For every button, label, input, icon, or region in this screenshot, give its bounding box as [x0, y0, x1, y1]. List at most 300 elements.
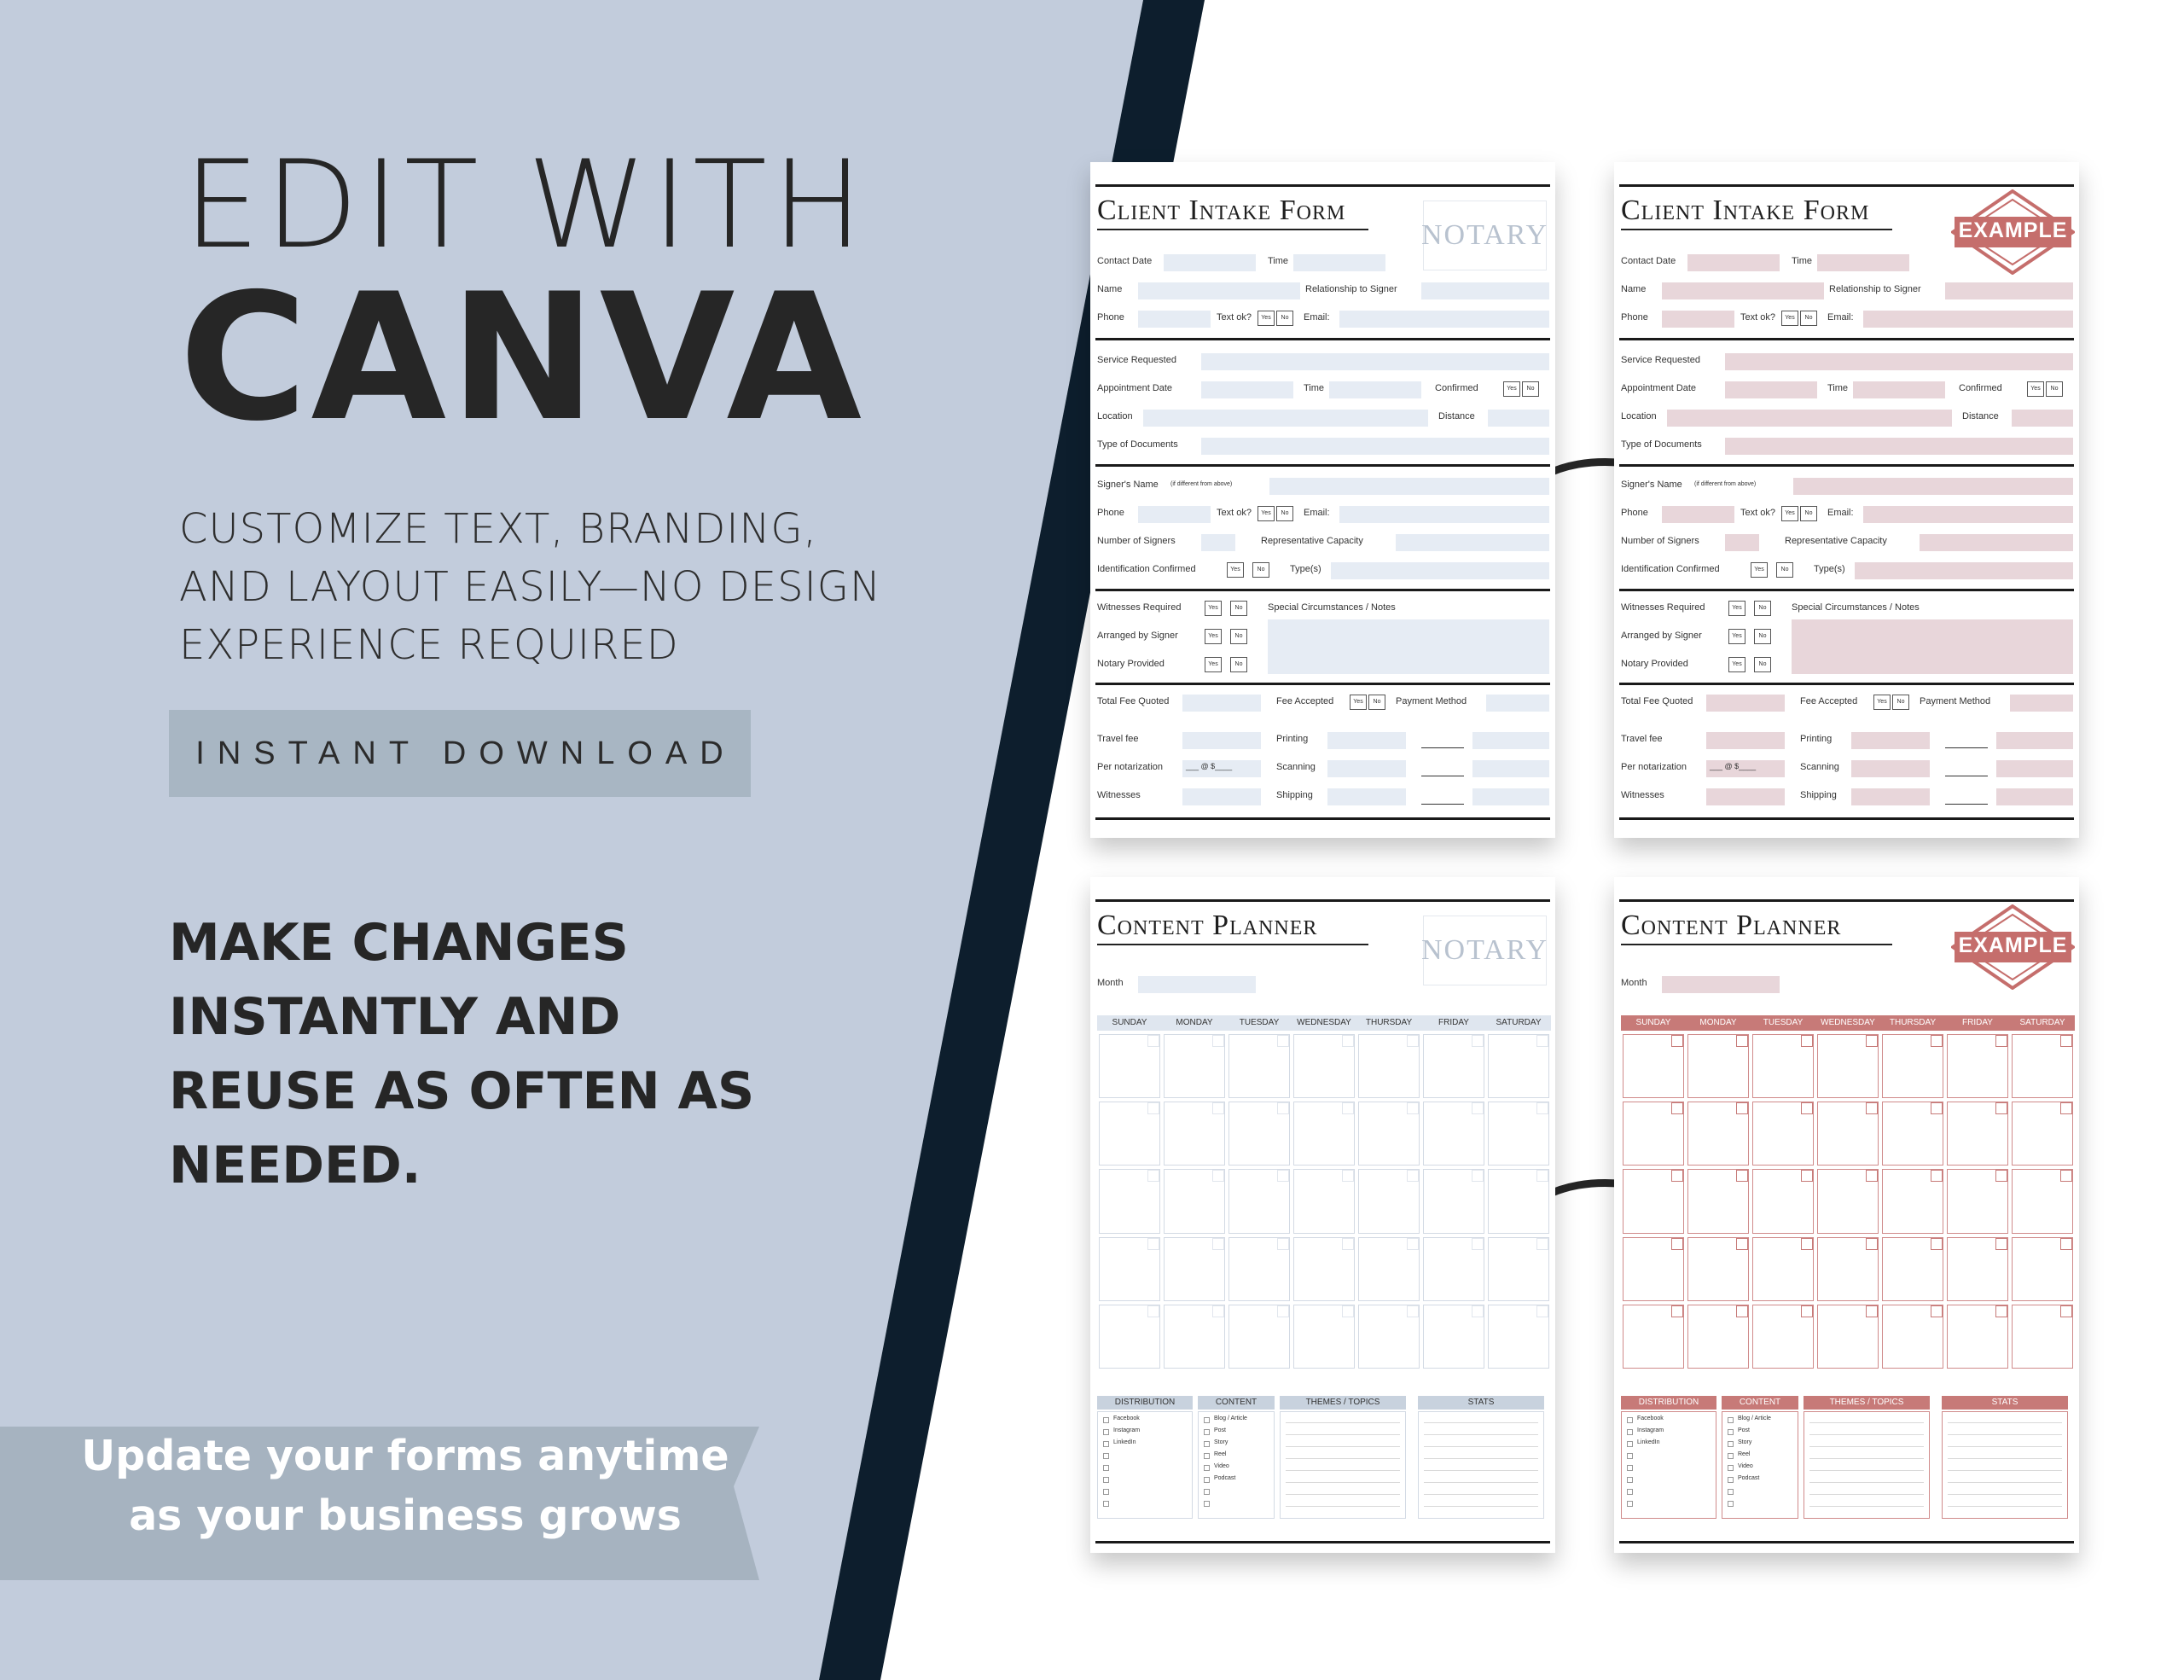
- no-checkbox[interactable]: No: [1252, 562, 1269, 578]
- extra-field[interactable]: [1472, 760, 1549, 777]
- travel-fee-field[interactable]: [1182, 732, 1261, 749]
- field-label: Distance: [1962, 411, 1999, 421]
- calendar-day-cell[interactable]: [1228, 1034, 1290, 1098]
- signers-count-field[interactable]: [1725, 534, 1759, 551]
- payment-method-field[interactable]: [2010, 695, 2073, 712]
- yes-checkbox[interactable]: Yes: [1728, 629, 1745, 644]
- blank-line: [1421, 747, 1464, 748]
- checkbox[interactable]: [1627, 1465, 1633, 1471]
- calendar-day-cell[interactable]: [1752, 1237, 1814, 1301]
- section-header: THEMES / TOPICS: [1804, 1396, 1930, 1410]
- calendar-day-cell[interactable]: [1164, 1305, 1225, 1369]
- calendar-day-cell[interactable]: [1228, 1169, 1290, 1233]
- checkbox[interactable]: [1728, 1441, 1734, 1447]
- field-label: Confirmed: [1959, 383, 2002, 393]
- form-row: [1614, 352, 2079, 370]
- signer-phone-field[interactable]: [1662, 506, 1734, 523]
- no-checkbox[interactable]: No: [1276, 506, 1293, 521]
- capacity-field[interactable]: [1396, 534, 1549, 551]
- ruled-line: [1424, 1470, 1538, 1471]
- field-label: Type of Documents: [1097, 439, 1178, 450]
- calendar-day-cell[interactable]: [1817, 1169, 1879, 1233]
- ruled-line: [1424, 1482, 1538, 1483]
- field-label: Time: [1304, 383, 1325, 393]
- calendar-day-cell[interactable]: [1623, 1034, 1684, 1098]
- calendar-day-cell[interactable]: [1228, 1305, 1290, 1369]
- witnesses-fee-field[interactable]: [1706, 788, 1785, 805]
- form-title: Client Intake Form: [1621, 195, 1870, 226]
- calendar-day-cell[interactable]: [1358, 1034, 1420, 1098]
- no-checkbox[interactable]: No: [1754, 629, 1771, 644]
- calendar-day-cell[interactable]: [2012, 1102, 2073, 1166]
- calendar-day-cell[interactable]: [1687, 1034, 1749, 1098]
- checkbox[interactable]: [1627, 1501, 1633, 1507]
- checkbox[interactable]: [1728, 1465, 1734, 1471]
- ruled-line: [1809, 1470, 1924, 1471]
- calendar-day-cell[interactable]: [1228, 1237, 1290, 1301]
- appointment-time-field[interactable]: [1329, 381, 1421, 398]
- calendar-day-cell[interactable]: [1293, 1169, 1355, 1233]
- calendar-day-cell[interactable]: [1423, 1237, 1484, 1301]
- relationship-field[interactable]: [1421, 282, 1549, 299]
- checkbox[interactable]: [1103, 1477, 1109, 1483]
- service-field[interactable]: [1725, 353, 2073, 370]
- no-checkbox[interactable]: No: [1276, 311, 1293, 326]
- field-label: Email:: [1827, 508, 1854, 518]
- calendar-day-cell[interactable]: [1358, 1237, 1420, 1301]
- form-row: [1090, 281, 1555, 299]
- calendar-day-cell[interactable]: [2012, 1169, 2073, 1233]
- phone-field[interactable]: [1662, 311, 1734, 328]
- field-label: Arranged by Signer: [1621, 631, 1702, 641]
- calendar-day-cell[interactable]: [1817, 1305, 1879, 1369]
- calendar-day-cell[interactable]: [1488, 1034, 1549, 1098]
- yes-checkbox[interactable]: Yes: [1751, 562, 1768, 578]
- field-label: Witnesses: [1621, 790, 1664, 800]
- example-stamp-text: EXAMPLE: [1958, 933, 2068, 957]
- no-checkbox[interactable]: No: [1800, 506, 1817, 521]
- calendar-day-cell[interactable]: [2012, 1034, 2073, 1098]
- email-field[interactable]: [1339, 311, 1549, 328]
- stats-box: [1418, 1411, 1544, 1519]
- signers-name-field[interactable]: [1269, 478, 1549, 495]
- checkbox[interactable]: [1627, 1429, 1633, 1435]
- calendar-day-cell[interactable]: [1687, 1237, 1749, 1301]
- ruled-line: [1809, 1506, 1924, 1507]
- day-label: THURSDAY: [1365, 1018, 1413, 1027]
- no-checkbox[interactable]: No: [1892, 695, 1909, 710]
- stats-box: [1942, 1411, 2068, 1519]
- field-label: Phone: [1097, 508, 1124, 518]
- yes-checkbox[interactable]: Yes: [1350, 695, 1367, 710]
- calendar-day-cell[interactable]: [1164, 1169, 1225, 1233]
- yes-checkbox[interactable]: Yes: [1205, 629, 1222, 644]
- appointment-date-field[interactable]: [1725, 381, 1817, 398]
- time-field[interactable]: [1293, 254, 1385, 271]
- field-label: Contact Date: [1097, 256, 1153, 266]
- witnesses-fee-field[interactable]: [1182, 788, 1261, 805]
- calendar-day-cell[interactable]: [1687, 1169, 1749, 1233]
- field-label: Per notarization: [1621, 762, 1687, 772]
- yes-checkbox[interactable]: Yes: [1258, 506, 1275, 521]
- checkbox[interactable]: [1204, 1489, 1210, 1495]
- calendar-day-cell[interactable]: [1623, 1305, 1684, 1369]
- item-label: Video: [1738, 1463, 1753, 1469]
- calendar-day-cell[interactable]: [1817, 1034, 1879, 1098]
- section-header: DISTRIBUTION: [1621, 1396, 1716, 1410]
- field-label: Representative Capacity: [1785, 536, 1887, 546]
- email-field[interactable]: [1863, 311, 2073, 328]
- extra-field[interactable]: [1996, 732, 2073, 749]
- no-checkbox[interactable]: No: [1800, 311, 1817, 326]
- checkbox[interactable]: [1204, 1429, 1210, 1435]
- checkbox[interactable]: [1728, 1453, 1734, 1459]
- calendar-grid: [1621, 1032, 2075, 1370]
- no-checkbox[interactable]: No: [1522, 381, 1539, 397]
- item-label: Post: [1738, 1427, 1751, 1433]
- checkbox[interactable]: [1627, 1489, 1633, 1495]
- checkbox[interactable]: [1728, 1429, 1734, 1435]
- checkbox[interactable]: [1103, 1429, 1109, 1435]
- total-fee-field[interactable]: [1182, 695, 1261, 712]
- ruled-line: [1424, 1434, 1538, 1435]
- calendar-day-cell[interactable]: [1164, 1102, 1225, 1166]
- calendar-day-cell[interactable]: [1099, 1034, 1160, 1098]
- ruled-line: [1286, 1494, 1400, 1495]
- calendar-day-cell[interactable]: [1293, 1237, 1355, 1301]
- contact-date-field[interactable]: [1687, 254, 1780, 271]
- form-row: [1614, 655, 2079, 674]
- section-divider: [1095, 817, 1550, 820]
- checkbox[interactable]: [1204, 1465, 1210, 1471]
- form-row: [1614, 408, 2079, 427]
- total-fee-field[interactable]: [1706, 695, 1785, 712]
- distribution-box: [1097, 1411, 1193, 1519]
- day-label: FRIDAY: [1438, 1018, 1469, 1027]
- form-row: [1614, 476, 2079, 495]
- signer-email-field[interactable]: [1863, 506, 2073, 523]
- day-label: WEDNESDAY: [1821, 1018, 1875, 1027]
- checkbox[interactable]: [1728, 1501, 1734, 1507]
- field-label: Confirmed: [1435, 383, 1478, 393]
- calendar-day-cell[interactable]: [1882, 1169, 1943, 1233]
- checkbox[interactable]: [1728, 1417, 1734, 1423]
- calendar-day-cell[interactable]: [1947, 1305, 2008, 1369]
- calendar-day-cell[interactable]: [1817, 1237, 1879, 1301]
- calendar-day-cell[interactable]: [2012, 1237, 2073, 1301]
- field-label: Email:: [1304, 508, 1330, 518]
- checkbox[interactable]: [1103, 1489, 1109, 1495]
- location-field[interactable]: [1143, 410, 1428, 427]
- calendar-day-cell[interactable]: [1099, 1169, 1160, 1233]
- month-field[interactable]: [1138, 976, 1256, 993]
- signer-phone-field[interactable]: [1138, 506, 1211, 523]
- calendar-day-cell[interactable]: [1423, 1034, 1484, 1098]
- calendar-day-cell[interactable]: [1752, 1169, 1814, 1233]
- ruled-line: [1948, 1482, 2062, 1483]
- printing-field[interactable]: [1851, 732, 1930, 749]
- yes-checkbox[interactable]: Yes: [1728, 657, 1745, 672]
- form-row: [1614, 380, 2079, 398]
- calendar-day-cell[interactable]: [1293, 1102, 1355, 1166]
- checkbox[interactable]: [1627, 1477, 1633, 1483]
- calendar-day-cell[interactable]: [1623, 1102, 1684, 1166]
- calendar-day-cell[interactable]: [1623, 1237, 1684, 1301]
- signer-email-field[interactable]: [1339, 506, 1549, 523]
- no-checkbox[interactable]: No: [1230, 601, 1247, 616]
- make-changes-line: MAKE CHANGES: [169, 913, 629, 973]
- checkbox[interactable]: [1103, 1501, 1109, 1507]
- field-hint: ___ @ $____: [1186, 762, 1233, 770]
- no-checkbox[interactable]: No: [1754, 601, 1771, 616]
- field-label: Per notarization: [1097, 762, 1164, 772]
- subheadline-line: CUSTOMIZE TEXT, BRANDING,: [179, 505, 817, 553]
- yes-checkbox[interactable]: Yes: [2027, 381, 2044, 397]
- field-label: Service Requested: [1097, 355, 1176, 365]
- ruled-line: [1286, 1470, 1400, 1471]
- checkbox[interactable]: [1204, 1417, 1210, 1423]
- section-header: STATS: [1418, 1396, 1544, 1410]
- ruled-line: [1809, 1434, 1924, 1435]
- form-row: [1614, 693, 2079, 712]
- payment-method-field[interactable]: [1486, 695, 1549, 712]
- checkbox[interactable]: [1103, 1417, 1109, 1423]
- yes-checkbox[interactable]: Yes: [1728, 601, 1745, 616]
- field-hint: (if different from above): [1694, 481, 1757, 487]
- id-types-field[interactable]: [1331, 562, 1549, 579]
- field-label: Location: [1621, 411, 1657, 421]
- calendar-day-cell[interactable]: [1623, 1169, 1684, 1233]
- no-checkbox[interactable]: No: [1754, 657, 1771, 672]
- title-underline: [1097, 944, 1368, 945]
- field-label: Text ok?: [1740, 508, 1775, 518]
- signers-name-field[interactable]: [1793, 478, 2073, 495]
- service-field[interactable]: [1201, 353, 1549, 370]
- calendar-header: [1621, 1015, 2075, 1031]
- field-label: Time: [1827, 383, 1849, 393]
- yes-checkbox[interactable]: Yes: [1205, 601, 1222, 616]
- ruled-line: [1424, 1494, 1538, 1495]
- calendar-day-cell[interactable]: [1488, 1169, 1549, 1233]
- calendar-day-cell[interactable]: [1099, 1305, 1160, 1369]
- form-row: [1614, 787, 2079, 805]
- signers-count-field[interactable]: [1201, 534, 1235, 551]
- ruled-line: [1948, 1446, 2062, 1447]
- calendar-day-cell[interactable]: [1423, 1102, 1484, 1166]
- section-divider: [1095, 338, 1550, 340]
- extra-field[interactable]: [1472, 788, 1549, 805]
- checkbox[interactable]: [1204, 1501, 1210, 1507]
- extra-field[interactable]: [1996, 760, 2073, 777]
- ruled-line: [1948, 1458, 2062, 1459]
- checkbox[interactable]: [1627, 1417, 1633, 1423]
- calendar-day-cell[interactable]: [1164, 1034, 1225, 1098]
- ruled-line: [1809, 1494, 1924, 1495]
- banner-line: as your business grows: [129, 1491, 682, 1540]
- yes-checkbox[interactable]: Yes: [1258, 311, 1275, 326]
- no-checkbox[interactable]: No: [2046, 381, 2063, 397]
- calendar-day-cell[interactable]: [1099, 1102, 1160, 1166]
- ruled-line: [1424, 1422, 1538, 1423]
- field-label: Arranged by Signer: [1097, 631, 1178, 641]
- subheadline-line: AND LAYOUT EASILY—NO DESIGN: [179, 563, 881, 611]
- no-checkbox[interactable]: No: [1230, 629, 1247, 644]
- calendar-day-cell[interactable]: [1228, 1102, 1290, 1166]
- calendar-day-cell[interactable]: [1358, 1305, 1420, 1369]
- calendar-day-cell[interactable]: [1358, 1102, 1420, 1166]
- calendar-day-cell[interactable]: [1687, 1102, 1749, 1166]
- capacity-field[interactable]: [1920, 534, 2073, 551]
- ruled-line: [1424, 1446, 1538, 1447]
- calendar-day-cell[interactable]: [1882, 1305, 1943, 1369]
- no-checkbox[interactable]: No: [1776, 562, 1793, 578]
- item-label: Blog / Article: [1214, 1416, 1247, 1421]
- field-label: Identification Confirmed: [1097, 564, 1196, 574]
- scanning-field[interactable]: [1851, 760, 1930, 777]
- calendar-day-cell[interactable]: [1752, 1305, 1814, 1369]
- ruled-line: [1809, 1422, 1924, 1423]
- calendar-day-cell[interactable]: [1423, 1169, 1484, 1233]
- section-divider: [1095, 589, 1550, 591]
- form-row: [1090, 693, 1555, 712]
- yes-checkbox[interactable]: Yes: [1503, 381, 1520, 397]
- location-field[interactable]: [1667, 410, 1952, 427]
- distance-field[interactable]: [2012, 410, 2073, 427]
- field-label: Service Requested: [1621, 355, 1700, 365]
- checkbox[interactable]: [1103, 1441, 1109, 1447]
- appointment-time-field[interactable]: [1853, 381, 1945, 398]
- printing-field[interactable]: [1327, 732, 1406, 749]
- calendar-day-cell[interactable]: [1882, 1034, 1943, 1098]
- name-field[interactable]: [1138, 282, 1300, 299]
- ruled-line: [1286, 1458, 1400, 1459]
- phone-field[interactable]: [1138, 311, 1211, 328]
- yes-checkbox[interactable]: Yes: [1227, 562, 1244, 578]
- contact-date-field[interactable]: [1164, 254, 1256, 271]
- title-underline: [1621, 229, 1892, 230]
- calendar-day-cell[interactable]: [1293, 1034, 1355, 1098]
- field-label: Notary Provided: [1097, 659, 1165, 669]
- calendar-day-cell[interactable]: [1752, 1034, 1814, 1098]
- calendar-day-cell[interactable]: [2012, 1305, 2073, 1369]
- section-header: THEMES / TOPICS: [1280, 1396, 1406, 1410]
- field-label: Text ok?: [1217, 312, 1252, 323]
- form-row: [1614, 436, 2079, 455]
- checkbox[interactable]: [1103, 1453, 1109, 1459]
- form-row: [1614, 599, 2079, 618]
- field-label: Signer's Name: [1097, 480, 1159, 490]
- checkbox[interactable]: [1728, 1489, 1734, 1495]
- checkbox[interactable]: [1204, 1441, 1210, 1447]
- calendar-day-cell[interactable]: [1488, 1102, 1549, 1166]
- yes-checkbox[interactable]: Yes: [1781, 506, 1798, 521]
- shipping-field[interactable]: [1851, 788, 1930, 805]
- item-label: Blog / Article: [1738, 1416, 1771, 1421]
- no-checkbox[interactable]: No: [1230, 657, 1247, 672]
- form-row: [1614, 253, 2079, 271]
- time-field[interactable]: [1817, 254, 1909, 271]
- make-changes-text: [169, 906, 979, 1203]
- name-field[interactable]: [1662, 282, 1824, 299]
- distance-field[interactable]: [1488, 410, 1549, 427]
- documents-field[interactable]: [1725, 438, 2073, 455]
- form-row: [1614, 532, 2079, 551]
- section-divider: [1619, 338, 2074, 340]
- yes-checkbox[interactable]: Yes: [1781, 311, 1798, 326]
- calendar-day-cell[interactable]: [1947, 1237, 2008, 1301]
- form-row: [1090, 561, 1555, 579]
- documents-field[interactable]: [1201, 438, 1549, 455]
- field-label: Payment Method: [1920, 696, 1991, 706]
- instant-download-button[interactable]: INSTANT DOWNLOAD: [169, 710, 751, 797]
- calendar-day-cell[interactable]: [1752, 1102, 1814, 1166]
- form-row: [1614, 309, 2079, 328]
- relationship-field[interactable]: [1945, 282, 2073, 299]
- appointment-date-field[interactable]: [1201, 381, 1293, 398]
- scanning-field[interactable]: [1327, 760, 1406, 777]
- checkbox[interactable]: [1627, 1453, 1633, 1459]
- calendar-day-cell[interactable]: [1488, 1305, 1549, 1369]
- field-label: Appointment Date: [1621, 383, 1697, 393]
- checkbox[interactable]: [1103, 1465, 1109, 1471]
- field-label: Time: [1792, 256, 1813, 266]
- calendar-day-cell[interactable]: [1882, 1102, 1943, 1166]
- blank-line: [1421, 804, 1464, 805]
- calendar-day-cell[interactable]: [1293, 1305, 1355, 1369]
- checkbox[interactable]: [1728, 1477, 1734, 1483]
- travel-fee-field[interactable]: [1706, 732, 1785, 749]
- calendar-day-cell[interactable]: [1164, 1237, 1225, 1301]
- field-label: Relationship to Signer: [1305, 284, 1397, 294]
- field-label: Printing: [1800, 734, 1833, 744]
- field-label: Witnesses Required: [1621, 602, 1705, 613]
- item-label: LinkedIn: [1113, 1439, 1136, 1445]
- no-checkbox[interactable]: No: [1368, 695, 1385, 710]
- extra-field[interactable]: [1472, 732, 1549, 749]
- form-title: Client Intake Form: [1097, 195, 1346, 226]
- calendar-day-cell[interactable]: [1358, 1169, 1420, 1233]
- calendar-day-cell[interactable]: [1947, 1102, 2008, 1166]
- checkbox[interactable]: [1627, 1441, 1633, 1447]
- month-field[interactable]: [1662, 976, 1780, 993]
- calendar-day-cell[interactable]: [1687, 1305, 1749, 1369]
- calendar-day-cell[interactable]: [1817, 1102, 1879, 1166]
- id-types-field[interactable]: [1855, 562, 2073, 579]
- checkbox[interactable]: [1204, 1477, 1210, 1483]
- checkbox[interactable]: [1204, 1453, 1210, 1459]
- form-row: [1090, 352, 1555, 370]
- calendar-day-cell[interactable]: [1882, 1237, 1943, 1301]
- calendar-day-cell[interactable]: [1488, 1237, 1549, 1301]
- yes-checkbox[interactable]: Yes: [1873, 695, 1891, 710]
- shipping-field[interactable]: [1327, 788, 1406, 805]
- calendar-day-cell[interactable]: [1947, 1169, 2008, 1233]
- calendar-day-cell[interactable]: [1423, 1305, 1484, 1369]
- field-label: Text ok?: [1217, 508, 1252, 518]
- yes-checkbox[interactable]: Yes: [1205, 657, 1222, 672]
- calendar-header: [1097, 1015, 1551, 1031]
- calendar-day-cell[interactable]: [1947, 1034, 2008, 1098]
- ruled-line: [1809, 1458, 1924, 1459]
- field-label: Shipping: [1276, 790, 1313, 800]
- day-label: SATURDAY: [1496, 1018, 1542, 1027]
- extra-field[interactable]: [1996, 788, 2073, 805]
- calendar-day-cell[interactable]: [1099, 1237, 1160, 1301]
- top-rule: [1095, 184, 1550, 187]
- day-label: TUESDAY: [1763, 1018, 1804, 1027]
- item-label: Facebook: [1113, 1416, 1140, 1421]
- section-divider: [1619, 683, 2074, 685]
